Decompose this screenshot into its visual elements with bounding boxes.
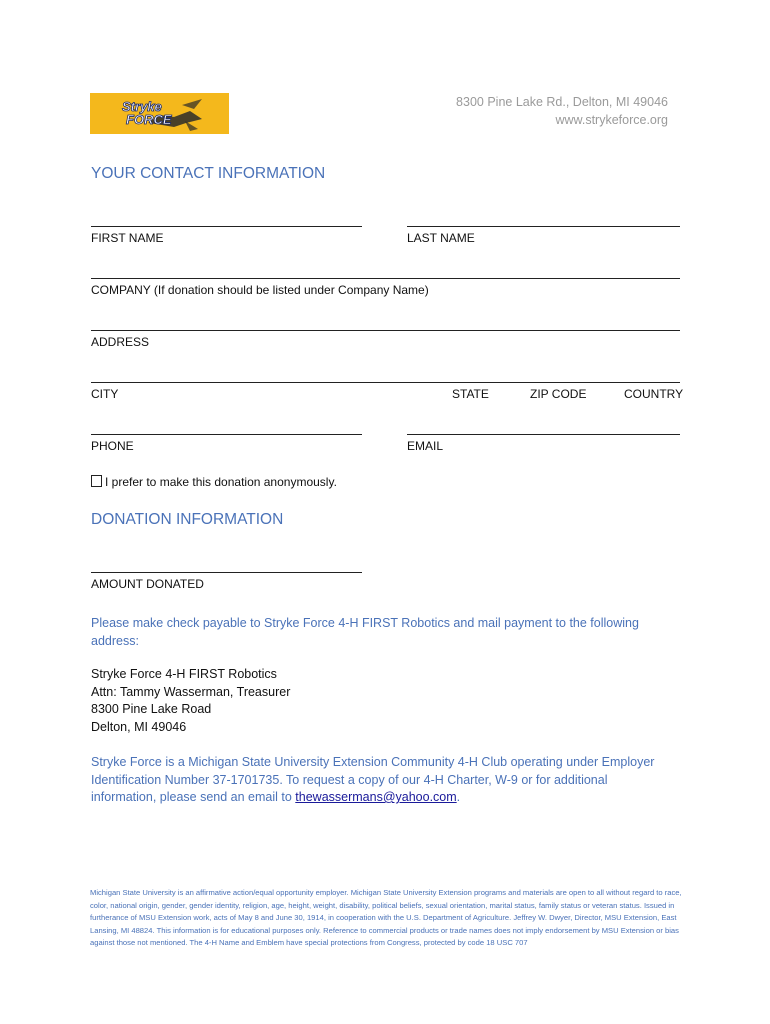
anonymous-label: I prefer to make this donation anonymously. (105, 475, 337, 489)
mailing-address-line1: Stryke Force 4-H FIRST Robotics (91, 667, 277, 681)
header-address: 8300 Pine Lake Rd., Delton, MI 49046 (456, 95, 668, 109)
payment-instructions: Please make check payable to Stryke Force 4-H FIRST Robotics and mail payment to the following address: (91, 616, 639, 648)
club-email-link[interactable]: thewassermans@yahoo.com (295, 790, 457, 804)
address-field[interactable] (91, 330, 680, 331)
email-field[interactable] (407, 434, 680, 435)
last-name-label: LAST NAME (407, 231, 475, 245)
address-label: ADDRESS (91, 335, 150, 349)
amount-field[interactable] (91, 572, 362, 573)
stryke-force-logo (90, 93, 229, 134)
company-field[interactable] (91, 278, 680, 279)
city-state-zip-country-field[interactable] (91, 382, 680, 383)
phone-label: PHONE (91, 439, 134, 453)
footer-disclaimer: Michigan State University is an affirmative action/equal opportunity employer. Michigan State University Extension programs and materials are open to all without regard to race, color, national origin, gender, gender identity, religion, age, height, weight, disability, political beliefs, sexual orientation, marital status, family status or veteran status. Issued in furtherance of MSU Extension work, acts of May 8 and June 30, 1914, in cooperation with the U.S. Department of Agriculture. Jeffrey W. Dwyer, Director, MSU Extension, East Lansing, MI 48824. This information is for educational purposes only. Reference to commercial products or trade names does not imply endorsement by MSU Extension or bias against those not mentioned. The 4-H Name and Emblem have special protections from Congress, protected by code 18 USC 707 (90, 888, 682, 947)
svg-text:Stryke: Stryke (122, 99, 162, 114)
mailing-address-line2: Attn: Tammy Wasserman, Treasurer (91, 684, 291, 699)
state-label: STATE (452, 387, 489, 401)
first-name-field[interactable] (91, 226, 362, 227)
mailing-address (91, 666, 290, 736)
mailing-address-line4: Delton, MI 49046 (91, 719, 187, 734)
first-name-label: FIRST NAME (91, 231, 164, 245)
email-label: EMAIL (407, 439, 444, 453)
anonymous-option[interactable] (91, 475, 337, 489)
club-info-text: Stryke Force is a Michigan State University Extension Community 4-H Club operating under Employer Identification Number 37-1701735. To request a copy of our 4-H Charter, W-9 or for additional information, please send an email to (91, 755, 655, 804)
mailing-address-line3: 8300 Pine Lake Road (91, 702, 212, 716)
header-website: www.strykeforce.org (555, 113, 668, 127)
contact-heading: YOUR CONTACT INFORMATION (91, 165, 326, 182)
club-info (91, 754, 671, 807)
anonymous-checkbox[interactable] (91, 475, 102, 487)
zip-label: ZIP CODE (530, 387, 587, 401)
donation-heading: DONATION INFORMATION (91, 511, 284, 528)
country-label: COUNTRY (624, 387, 684, 401)
club-info-end: . (456, 790, 461, 804)
svg-text:FORCE: FORCE (126, 112, 172, 127)
company-label: COMPANY (If donation should be listed under Company Name) (91, 283, 429, 297)
phone-field[interactable] (91, 434, 362, 435)
amount-label: AMOUNT DONATED (91, 577, 204, 591)
last-name-field[interactable] (407, 226, 680, 227)
city-label: CITY (91, 387, 119, 401)
